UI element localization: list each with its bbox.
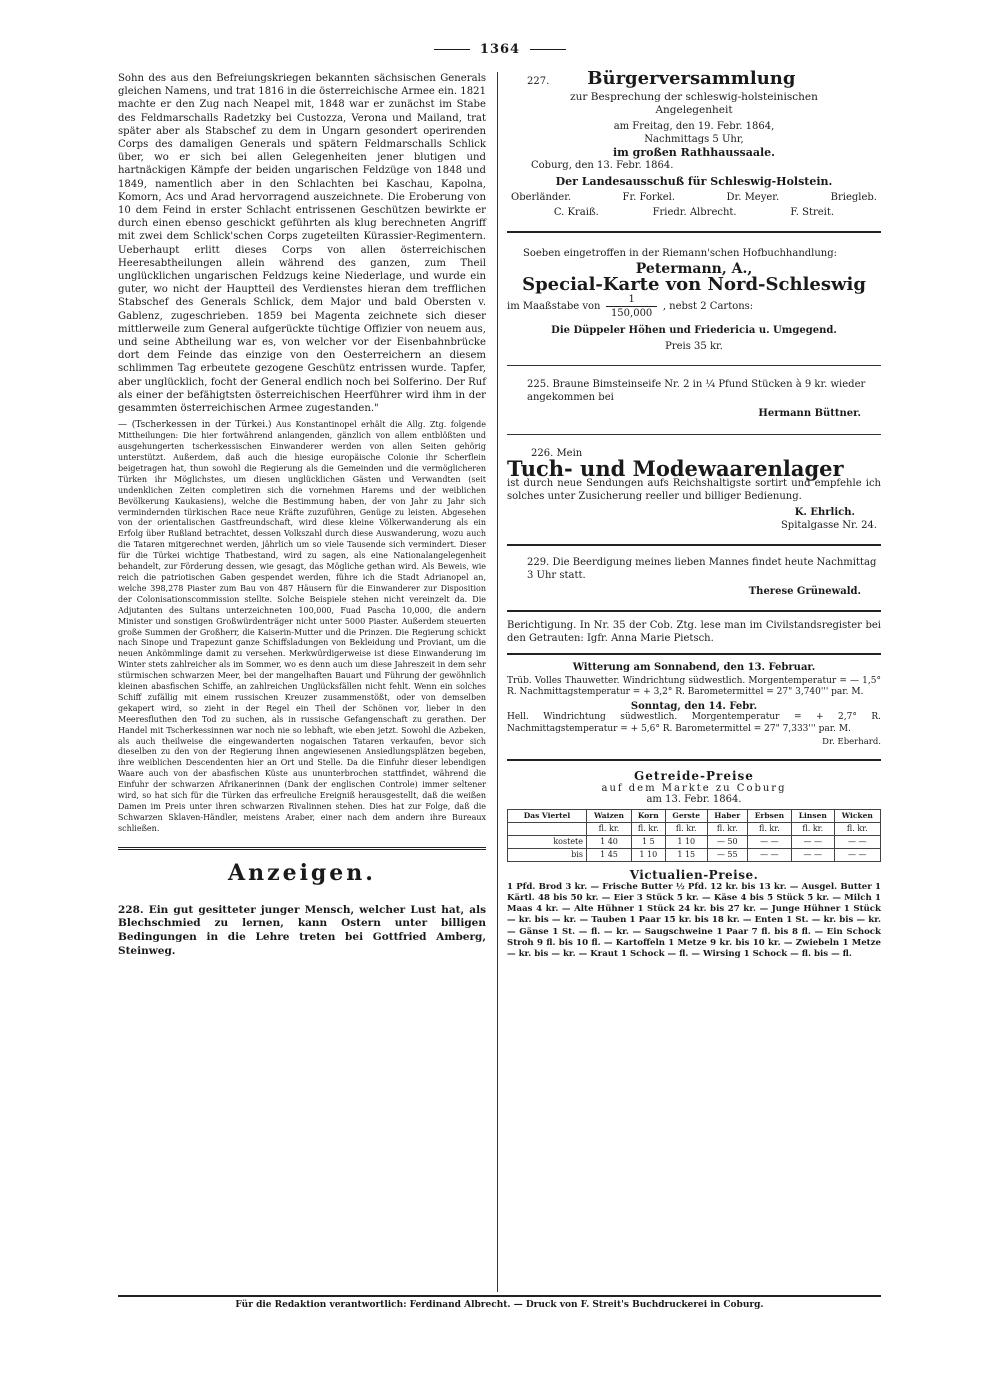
ad-227: [507, 68, 881, 219]
grain-table: [507, 809, 881, 862]
grain-cell: 1 10: [631, 848, 665, 861]
weather-signature: Dr. Eberhard.: [822, 737, 881, 747]
divider: [507, 365, 881, 366]
grain-header: Gerste: [665, 809, 707, 822]
ad-227-time: Nachmittags 5 Uhr,: [644, 134, 744, 145]
victuals-prices: [507, 868, 881, 961]
ad-229: [507, 556, 881, 598]
grain-cell: fl. kr.: [747, 822, 791, 835]
grain-cell: — 50: [707, 835, 747, 848]
weather-text-sunday: Hell. Windrichtung südwestlich. Morgentemperatur = + 2,7° R. Nachmittagstemperatur = + 5,6° R. Barometermittel = 27" 7,333''' par. M.: [507, 712, 881, 734]
signer: Dr. Meyer.: [726, 192, 780, 203]
grain-cell: fl. kr.: [587, 822, 632, 835]
ad-226-signature: K. Ehrlich.: [794, 507, 855, 518]
grain-row-kostete: [508, 835, 881, 848]
ad-225-signature: Hermann Büttner.: [758, 408, 861, 419]
scale-prefix: im Maaßstabe von: [507, 301, 601, 312]
ad-227-city-date: Coburg, den 13. Febr. 1864.: [531, 160, 674, 171]
grain-subtitle: auf dem Markte zu Coburg: [601, 782, 787, 794]
ad-map-scale: [507, 293, 881, 320]
divider: [507, 544, 881, 546]
ad-226-intro: 226. Mein: [531, 448, 583, 459]
grain-header: Waizen: [587, 809, 632, 822]
right-column: [507, 68, 881, 961]
scale-denominator: 150,000: [610, 308, 653, 319]
grain-cell: 1 40: [587, 835, 632, 848]
scale-suffix: , nebst 2 Cartons:: [662, 301, 754, 312]
divider: [507, 759, 881, 761]
signer: F. Streit.: [790, 207, 835, 218]
grain-header: Korn: [631, 809, 665, 822]
ad-227-title: Bürgerversammlung: [587, 68, 796, 89]
divider: [507, 231, 881, 233]
grain-cell: [508, 822, 587, 835]
ad-227-names-1: [511, 191, 877, 204]
grain-cell: — —: [747, 848, 791, 861]
turkey-text: Aus Konstantinopel erhält die Allg. Ztg. folgende Mittheilungen: Die hier fortwährend anlangenden, gänzlich von allem entblößten und ausgehungerten tscherkessischen Einwanderer werden von allen Seiten gehörig unterstützt. Außerdem, daß auch die hiesige europäische Colonie ihr Scherflein beigetragen hat, thun sowohl die Regierung als die Gemeinden und die vermöglicheren Türken ihr Möglichstes, um diesen unglücklichen Gästen und Verwandten (seit undenklichen Zeiten completiren sich die vornehmen Harems und der weiblichen Bevölkerung Kaukasiens), welche die Bestimmung haben, der von Jahr zu Jahr sich vermindernden türkischen Race neue Kräfte zuzuführen, Genüge zu leisten. Abgesehen von der orientalischen Gastfreundschaft, wird diese kleine Völkerwanderung als ein Erfolg über Rußland betrachtet, dessen Volkszahl durch diese Auswanderung, wozu auch die Tataren mitgerechnet werden, jährlich um so viele Tausende sich vermindert. Dieser für die Türkei wichtige Thatbestand, wird zu sagen, als eine Nationalangelegenheit behandelt, zur Förderung dessen, wie gesagt, das Mögliche gethan wird. Als Beweis, wie reich die patriotischen Gaben gespendet werden, führe ich die Stadt Adrianopel an, welche 398,278 Piaster zum Bau von 487 Häusern für die Einwanderer zur Disposition der Colonisationscommission stellte. Solche Beispiele stehen nicht vereinzelt da. Die Adjutanten des Sultans unterzeichneten 100,000, Fuad Pascha 10,000, die andern Minister und sonstigen Großwürdenträger nicht unter 5000 Piaster. Außerdem steuerten große Summen der Großherr, die Kaiserin-Mutter und die Prinzen. Die Regierung schickt nach Sinope und Trapezunt ganze Schiffsladungen von Bekleidung und Proviant, um die neuen Ankömmlinge damit zu versehen. Merkwürdigerweise ist diese Einwanderung im Winter stets zahlreicher als im Sommer, wo es denn auch um diese Jahreszeit in dem sehr stürmischen schwarzen Meer, bei der mangelhaften Bauart und Führung der gewöhnlich kleinen abasfischen Schiffe, an zahlreichen Unglücksfällen nicht fehlt. Wenn ein solches Schiff zufällig mit einem russischen Kreuzer zusammenstößt, oder von demselben gekapert wird, so zieht in der Regel ein Theil der Schönen vor, lieber in den Meeresfluthen den Tod zu suchen, als in russische Gefangenschaft zu gerathen. Der Handel mit Tscherkessinnen war noch nie so lebhaft, wie eben jetzt. Sowohl die Azbeken, als auch theilweise die eingewanderten nogaischen Tataren verkaufen, bevor sich dieselben zu den von der Regierung ihnen angewiesenen Ansiedlungsplätzen begeben, ihre weiblichen Descendenten hier an Ort und Stelle. Da die Einfuhr dieser lebendigen Waare auch von der abasfischen Küste aus ununterbrochen stattfindet, während die Einfuhr der schwarzen Afrikanerinnen (Dank der englischen Controle) immer seltener wird, so hat sich für die Türken das erfreuliche Ereigniß herausgestellt, daß die weißen Damen im Preis unter ihren schwarzen Rivalinnen stehen. Dies hat zur Folge, daß die Schwarzen Sklaven-Händler, meistens Araber, einer nach dem andern ihre Bureaux schließen.: [118, 420, 486, 833]
ad-226-title: Tuch- und Modewaarenlager: [507, 456, 844, 481]
page-number-header: [0, 42, 1000, 57]
victuals-title: Victualien-Preise.: [629, 867, 759, 882]
grain-cell: fl. kr.: [707, 822, 747, 835]
ad-map-intro: Soeben eingetroffen in der Riemann'schen Hofbuchhandlung:: [523, 248, 838, 259]
grain-row-bis: [508, 848, 881, 861]
signer: Oberländer.: [511, 192, 572, 203]
scale-numerator: 1: [606, 293, 656, 307]
turkey-article: [118, 420, 486, 834]
grain-cell: 1 10: [665, 835, 707, 848]
grain-prices: [507, 769, 881, 862]
divider: [507, 610, 881, 612]
weather-heading-sunday: Sonntag, den 14. Febr.: [630, 700, 758, 712]
grain-cell: — —: [834, 835, 880, 848]
turkey-heading: — (Tscherkessen in der Türkei.): [118, 420, 272, 431]
anzeigen-title: Anzeigen.: [228, 859, 376, 886]
ad-map-subtitle: Die Düppeler Höhen und Friedericia u. Umgegend.: [551, 325, 837, 336]
ad-228: 228. Ein gut gesitteter junger Mensch, welcher Lust hat, als Blechschmied zu lernen, kann Ostern unter billigen Bedingungen in die Lehre treten bei Gottfried Amberg, Steinweg.: [118, 903, 486, 957]
grain-cell: — —: [791, 835, 834, 848]
ad-226: [507, 447, 881, 532]
ads-separator: [118, 847, 486, 850]
ad-map: [507, 247, 881, 353]
grain-header-row: [508, 809, 881, 822]
grain-header: Haber: [707, 809, 747, 822]
ad-map-price: Preis 35 kr.: [665, 341, 723, 352]
grain-cell: fl. kr.: [665, 822, 707, 835]
grain-cell: — —: [747, 835, 791, 848]
grain-cell: — 55: [707, 848, 747, 861]
grain-cell: fl. kr.: [834, 822, 880, 835]
weather-report: [507, 662, 881, 749]
grain-cell: kostete: [508, 835, 587, 848]
grain-date: am 13. Febr. 1864.: [646, 793, 742, 805]
grain-header: Das Viertel: [508, 809, 587, 822]
grain-cell: 1 15: [665, 848, 707, 861]
ad-229-signature: Therese Grünewald.: [748, 586, 861, 597]
weather-heading-saturday: Witterung am Sonnabend, den 13. Februar.: [572, 662, 816, 673]
divider: [507, 653, 881, 655]
signer: Fr. Forkel.: [622, 192, 676, 203]
grain-unit-row: [508, 822, 881, 835]
signer: Briegleb.: [830, 192, 877, 203]
signer: Friedr. Albrecht.: [652, 207, 737, 218]
imprint-footer: Für die Redaktion verantwortlich: Ferdinand Albrecht. — Druck von F. Streit's Buchdruckerei in Coburg.: [235, 1300, 764, 1310]
ad-226-address: Spitalgasse Nr. 24.: [780, 520, 877, 531]
grain-header: Erbsen: [747, 809, 791, 822]
grain-title: Getreide-Preise: [634, 768, 754, 783]
weather-text-saturday: Trüb. Volles Thauwetter. Windrichtung südwestlich. Morgentemperatur = — 1,5° R. Nachmittagstemperatur = + 3,2° R. Barometermittel = 27" 3,740''' par. M.: [507, 675, 881, 697]
grain-cell: bis: [508, 848, 587, 861]
grain-cell: — —: [834, 848, 880, 861]
ad-227-committee: Der Landesausschuß für Schleswig-Holstein.: [555, 175, 833, 188]
grain-header: Wicken: [834, 809, 880, 822]
footer-rule: [118, 1295, 881, 1297]
grain-cell: fl. kr.: [631, 822, 665, 835]
signer: C. Kraiß.: [553, 207, 599, 218]
ad-map-author: Petermann, A.,: [635, 261, 753, 277]
ad-227-place: im großen Rathhaussaale.: [612, 146, 776, 159]
correction-notice: Berichtigung. In Nr. 35 der Cob. Ztg. lese man im Civilstandsregister bei den Getrauten: Igfr. Anna Marie Pietsch.: [507, 620, 881, 644]
page-number: 1364: [479, 42, 521, 57]
ad-227-names-2: [527, 206, 861, 219]
gablenz-article: Sohn des aus den Befreiungskriegen bekannten sächsischen Generals gleichen Namens, und trat 1816 in die österreichische Armee ein. 1821 machte er den Zug nach Neapel mit, 1848 war er zunächst im Stabe des Feldmarschalls Radetzky bei Custozza, Verona und Mailand, trat später aber als Stabschef zu dem in Ungarn gesondert operirenden Corps des damaligen Generals und spätern Feldmarschalls Schlick über, wo er sich bei allen Gelegenheiten jener blutigen und hartnäckigen Kämpfe der beiden ungarischen Feldzüge von 1848 und 1849, namentlich aber in den Schlachten bei Kaschau, Kapolna, Komorn, Acs und Arad hervorragend auszeichnete. Die Eroberung von 10 dem Feind in erster Schlacht entrissenen Geschützen bewirkte er durch einen ebenso geschickt geführten als klug berechneten Angriff mit zwei dem Schlick'schen Corps zugeteilten Kürassier-Regimentern. Ueberhaupt erlitt dieses Corps von allen österreichischen Heeresabtheilungen allein während des ganzen, zum Theil unglücklichen ungarischen Feldzugs keine Niederlage, und wurde ein guter, wo nicht der Hauptteil des Verdienstes hieran dem trefflichen Stabschef des Generals Schlick, dem Major und bald Obersten v. Gablenz, zugeschrieben. 1859 bei Magenta zeichnete sich dieser mittlerweile zum General aufgerückte tüchtige Offizier von neuem aus, und seine Abtheilung war es, von welcher vor der Eisenbahnbrücke dort dem Feinde das einzige von den Oesterreichern an diesem schlimmen Tag erbeutete gezogene Geschütz entrissen wurde. Tapfer, aber unglücklich, focht der General endlich noch bei Solferino. Der Ruf als einer der befähigtsten österreichischen Heerführer wird ihm in der gesammten österreichischen Armee zugestanden.": [118, 73, 486, 415]
grain-cell: 1 45: [587, 848, 632, 861]
grain-cell: fl. kr.: [791, 822, 834, 835]
ad-227-subtitle: zur Besprechung der schleswig-holsteinischen Angelegenheit: [570, 91, 818, 116]
grain-cell: 1 5: [631, 835, 665, 848]
ad-229-text: 229. Die Beerdigung meines lieben Mannes findet heute Nachmittag 3 Uhr statt.: [527, 557, 877, 581]
left-column: [118, 72, 486, 958]
ad-map-title: Special-Karte von Nord-Schleswig: [522, 274, 866, 295]
ad-227-date: am Freitag, den 19. Febr. 1864,: [613, 121, 775, 132]
divider: [507, 434, 881, 435]
victuals-text: 1 Pfd. Brod 3 kr. — Frische Butter ½ Pfd. 12 kr. bis 13 kr. — Ausgel. Butter 1 Kärtl. 48 bis 50 kr. — Eier 3 Stück 5 kr. — Käse 4 bis 5 Stück 5 kr. — Milch 1 Maas 4 kr. — Alte Hühner 1 Stück 24 kr. bis 27 kr. — Junge Hühner 1 Stück — kr. bis — kr. — Tauben 1 Paar 15 kr. bis 18 kr. — Enten 1 St. — kr. bis — kr. — Gänse 1 St. — fl. — kr. — Saugschweine 1 Paar 7 fl. bis 8 fl. — Ein Schock Stroh 9 fl. bis 10 fl. — Kartoffeln 1 Metze 9 kr. bis 10 kr. — Zwiebeln 1 Metze — kr. bis — kr. — Kraut 1 Schock — fl. — Wirsing 1 Schock — fl. bis — fl.: [507, 881, 881, 960]
ad-225: [507, 378, 881, 420]
grain-cell: — —: [791, 848, 834, 861]
ad-225-text: 225. Braune Bimsteinseife Nr. 2 in ¼ Pfund Stücken à 9 kr. wieder angekommen bei: [527, 379, 866, 403]
ad-226-text: ist durch neue Sendungen aufs Reichshaltigste sortirt und empfehle ich solches unter Zusicherung reeller und billiger Bedienung.: [507, 478, 881, 502]
grain-header: Linsen: [791, 809, 834, 822]
column-separator: [497, 72, 498, 1292]
ad-227-number: 227.: [527, 76, 550, 87]
